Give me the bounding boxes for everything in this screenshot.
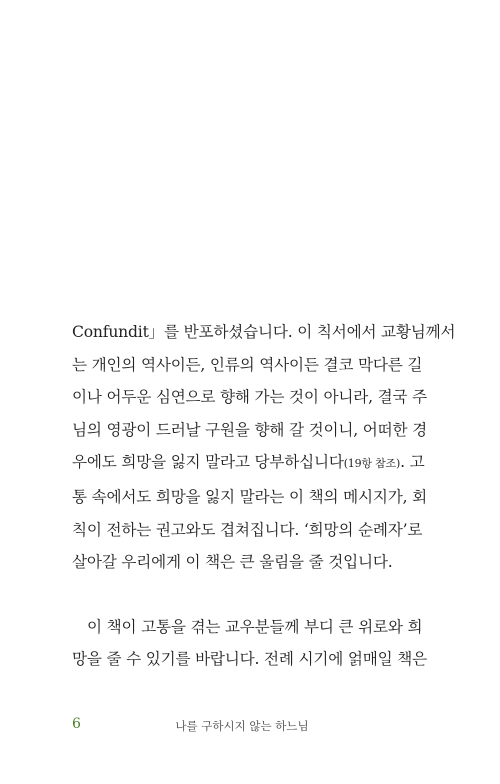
text-segment: . 고	[400, 453, 425, 472]
paragraph-2	[72, 611, 427, 676]
text-line	[72, 446, 425, 481]
text-segment: 우에도 희망을 잃지 말라고 당부하십니다	[72, 453, 344, 472]
text-line: Confundit」를 반포하셨습니다. 이 칙서에서 교황님께서	[72, 323, 456, 341]
text-line: 망을 줄 수 있기를 바랍니다. 전례 시기에 얽매일 책은	[72, 650, 427, 669]
paragraph-1	[72, 316, 456, 579]
page-number: 6	[72, 716, 81, 732]
text-line: 이 책이 고통을 겪는 교우분들께 부디 큰 위로와 희	[87, 617, 423, 636]
text-line: 님의 영광이 드러날 구원을 향해 갈 것이니, 어떠한 경	[72, 420, 427, 439]
text-line: 통 속에서도 희망을 잃지 말라는 이 책의 메시지가, 회	[72, 487, 427, 506]
text-line: 는 개인의 역사이든, 인류의 역사이든 결코 막다른 길	[72, 355, 423, 374]
paragraph-gap	[72, 579, 412, 611]
body-text	[72, 316, 456, 676]
reference-note: (19항 참조)	[343, 457, 401, 471]
text-line: 살아갈 우리에게 이 책은 큰 울림을 줄 것입니다.	[72, 553, 393, 572]
text-line: 이나 어두운 심연으로 향해 가는 것이 아니라, 결국 주	[72, 388, 427, 407]
page-footer	[72, 716, 412, 736]
text-line: 칙이 전하는 권고와도 겹쳐집니다. ‘희망의 순례자’로	[72, 520, 423, 539]
running-title: 나를 구하시지 않는 하느님	[175, 719, 309, 733]
